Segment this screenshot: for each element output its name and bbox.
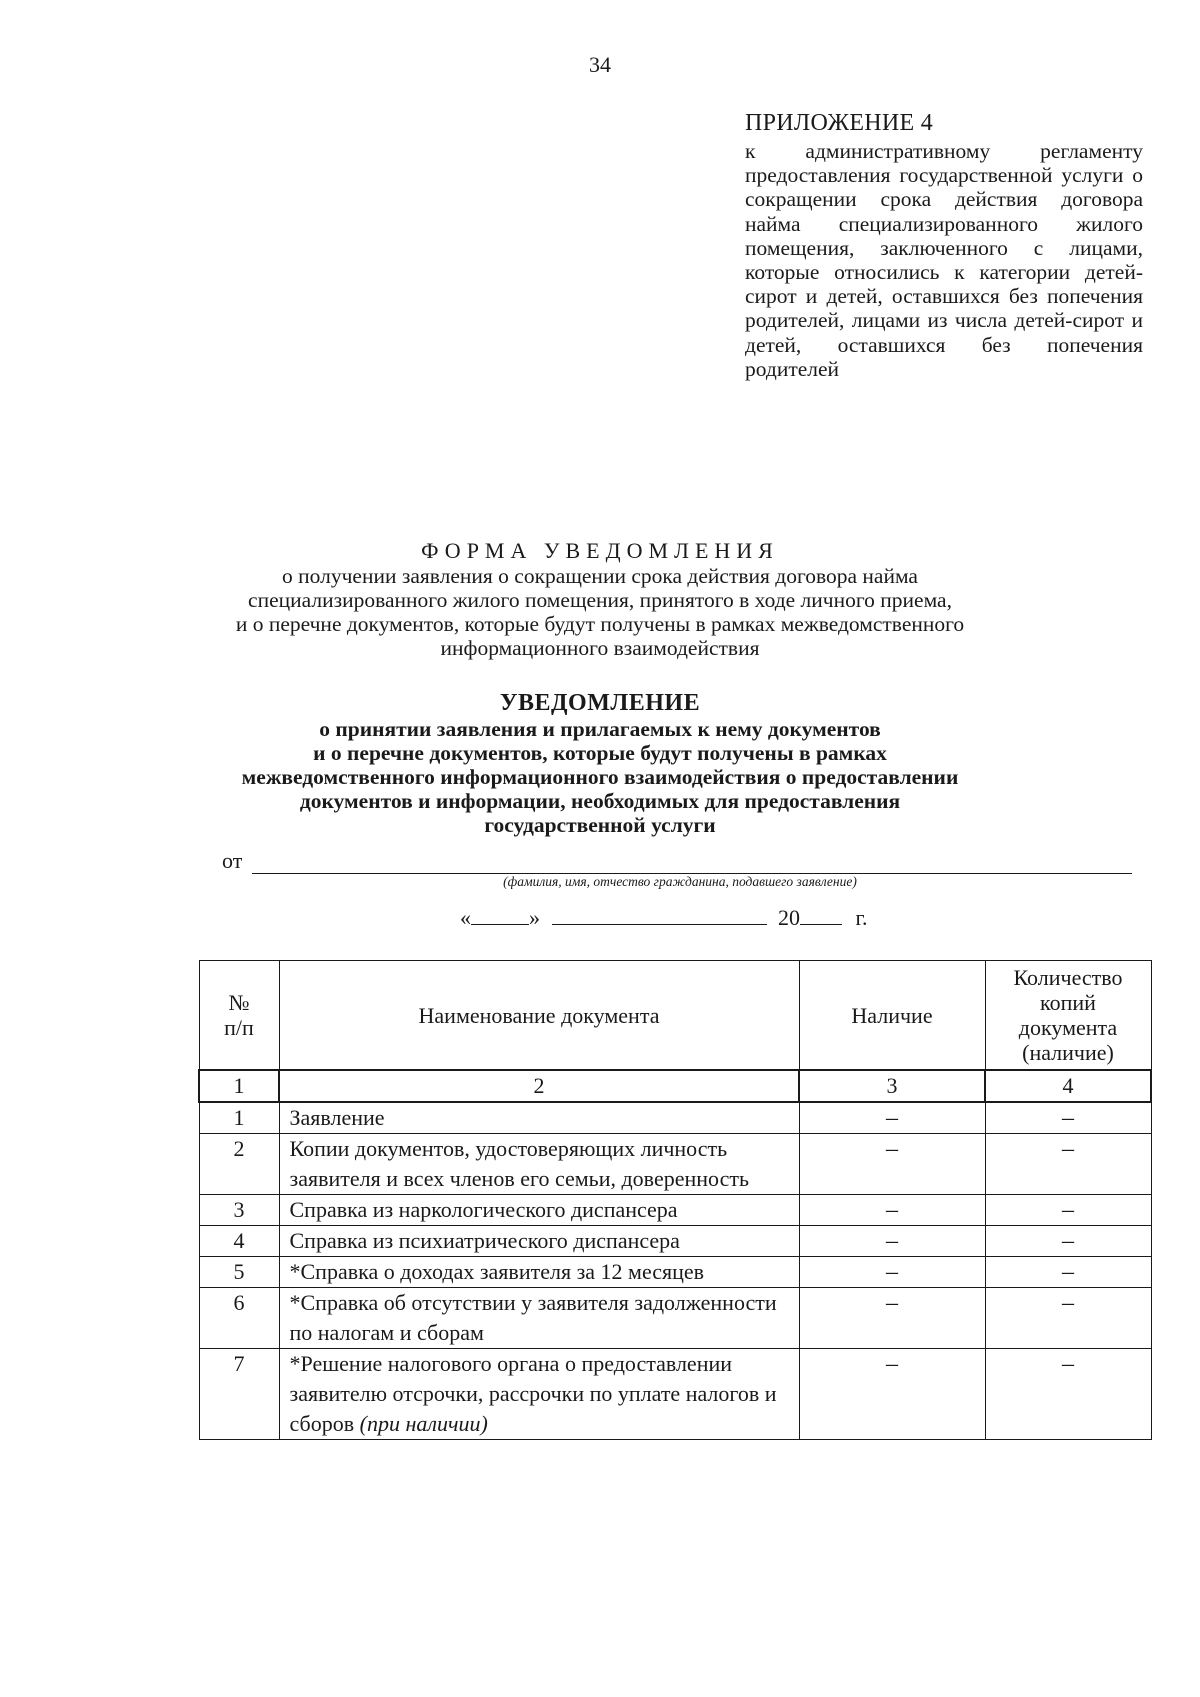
header-presence: Наличие [799, 961, 985, 1071]
row-copies[interactable]: – [985, 1257, 1151, 1288]
table-header-row [199, 961, 1151, 1071]
row-presence[interactable]: – [799, 1349, 985, 1440]
table-row [199, 1102, 1151, 1134]
column-number: 4 [985, 1070, 1151, 1102]
form-subtitle-line: информационного взаимодействия [440, 636, 760, 660]
from-field[interactable] [222, 848, 1132, 874]
row-copies[interactable]: – [985, 1134, 1151, 1195]
from-hint: (фамилия, имя, отчество гражданина, подавшего заявление) [503, 874, 857, 889]
header-name: Наименование документа [279, 961, 799, 1071]
row-presence[interactable]: – [799, 1134, 985, 1195]
row-name: *Справка о доходах заявителя за 12 месяцев [279, 1257, 799, 1288]
row-num: 7 [199, 1349, 279, 1440]
from-label: от [222, 848, 243, 873]
column-number-row [199, 1070, 1151, 1102]
appendix-title: ПРИЛОЖЕНИЕ 4 [745, 110, 934, 136]
row-presence[interactable]: – [799, 1226, 985, 1257]
form-heading [180, 538, 1020, 660]
notice-subtitle-line: государственной услуги [484, 813, 716, 837]
row-num: 3 [199, 1195, 279, 1226]
row-name: Заявление [279, 1102, 799, 1134]
row-presence[interactable]: – [799, 1195, 985, 1226]
table-row [199, 1288, 1151, 1349]
row-copies[interactable]: – [985, 1102, 1151, 1134]
row-num: 6 [199, 1288, 279, 1349]
row-name-note: (при наличии) [359, 1411, 488, 1436]
row-num: 5 [199, 1257, 279, 1288]
date-open-quote: « [460, 905, 471, 930]
row-num: 1 [199, 1102, 279, 1134]
notice-subtitle-line: и о перечне документов, которые будут получены в рамках [313, 741, 887, 765]
notice-subtitle-line: о принятии заявления и прилагаемых к нему документов [319, 717, 881, 741]
date-field[interactable] [460, 904, 868, 931]
row-presence[interactable]: – [799, 1102, 985, 1134]
row-name: *Справка об отсутствии у заявителя задолженности по налогам и сборам [279, 1288, 799, 1349]
row-name: Копии документов, удостоверяющих личность заявителя и всех членов его семьи, доверенность [279, 1134, 799, 1195]
column-number: 2 [279, 1070, 799, 1102]
table-row [199, 1195, 1151, 1226]
header-copies: Количество копий документа (наличие) [985, 961, 1151, 1071]
form-subtitle-line: специализированного жилого помещения, принятого в ходе личного приема, [248, 588, 952, 612]
row-name: Справка из психиатрического диспансера [279, 1226, 799, 1257]
row-name: Справка из наркологического диспансера [279, 1195, 799, 1226]
date-close-quote: » [529, 905, 540, 930]
table-row [199, 1134, 1151, 1195]
header-num: № п/п [199, 961, 279, 1071]
row-presence[interactable]: – [799, 1288, 985, 1349]
notice-subtitle-line: документов и информации, необходимых для предоставления [299, 789, 901, 813]
table-row [199, 1349, 1151, 1440]
month-blank[interactable] [552, 904, 767, 925]
year-prefix: 20 [778, 905, 800, 930]
column-number: 3 [799, 1070, 985, 1102]
notice-subtitle-line: межведомственного информационного взаимодействия о предоставлении [241, 765, 959, 789]
form-subtitle-line: и о перечне документов, которые будут получены в рамках межведомственного [235, 612, 965, 636]
row-copies[interactable]: – [985, 1195, 1151, 1226]
row-num: 4 [199, 1226, 279, 1257]
notice-heading [180, 690, 1020, 837]
row-name-cell [279, 1349, 799, 1440]
row-copies[interactable]: – [985, 1349, 1151, 1440]
row-name: *Решение налогового органа о предоставлении заявителю отсрочки, рассрочки по уплате налогов и сборов [289, 1351, 777, 1436]
column-number: 1 [199, 1070, 279, 1102]
form-title: ФОРМА УВЕДОМЛЕНИЯ [421, 538, 779, 563]
day-blank[interactable] [471, 904, 529, 925]
year-blank[interactable] [800, 904, 842, 925]
form-subtitle-line: о получении заявления о сокращении срока действия договора найма [282, 564, 918, 588]
appendix-block [745, 110, 1143, 381]
appendix-description: к административному регламенту предоставления государственной услуги о сокращении срока действия договора найма специализированного жилого помещения, заключенного с лицами, которые относились к категории детей-сирот и детей, оставшихся без попечения родителей, лицами из числа детей-сирот и детей, оставшихся без попечения родителей [745, 139, 1143, 381]
row-copies[interactable]: – [985, 1288, 1151, 1349]
row-presence[interactable]: – [799, 1257, 985, 1288]
page-number: 34 [589, 52, 611, 77]
row-copies[interactable]: – [985, 1226, 1151, 1257]
table-row [199, 1257, 1151, 1288]
table-row [199, 1226, 1151, 1257]
documents-table [198, 960, 1152, 1440]
notice-title: УВЕДОМЛЕНИЕ [499, 690, 701, 716]
year-suffix: г. [855, 905, 868, 930]
row-num: 2 [199, 1134, 279, 1195]
